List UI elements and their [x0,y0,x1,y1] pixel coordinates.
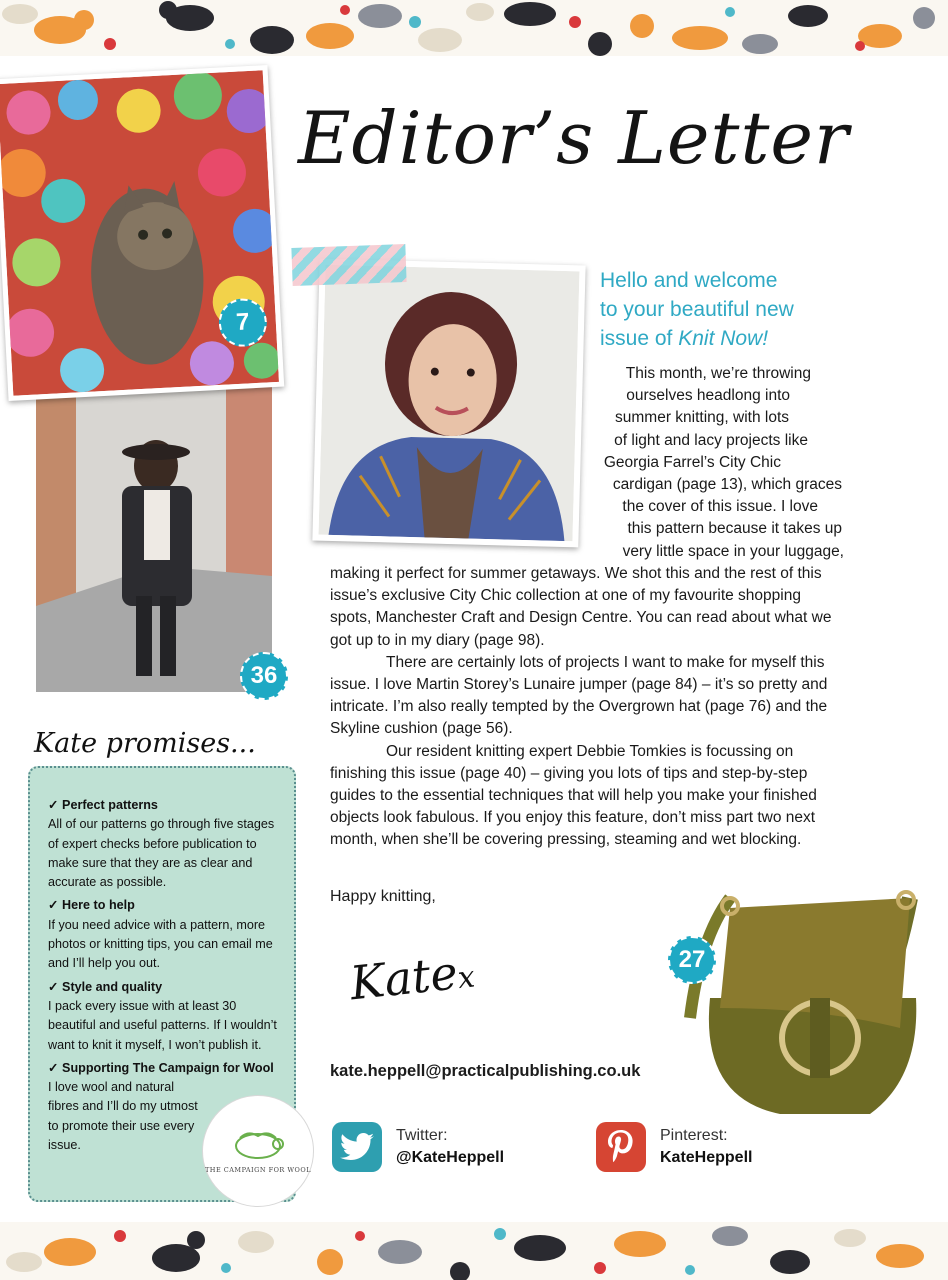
promise-heading: ✓ Style and quality [48,979,163,994]
letter-line: ourselves headlong into [626,387,790,405]
twitter-label: Twitter: [396,1127,448,1144]
magazine-name: Knit Now! [678,327,769,350]
pinterest-handle[interactable]: KateHeppell [660,1149,753,1166]
page-badge-7: 7 [218,297,268,347]
letter-line: this pattern because it takes up [627,520,842,538]
intro-line-3: issue of [600,327,679,350]
letter-paragraph-2: There are certainly lots of projects I want to make for myself this issue. I love Martin Storey’s Lunaire jumper (page 84) – it’s so pretty and intricate. I’m also really tempted by the Overgrown hat (page 76) and the Skyline cushion (page 56). [330,653,828,738]
kitten-image [0,70,279,395]
promise-text: I pack every issue with at least 30 beautiful and useful patterns. If I wouldn’t want to knit it myself, I won’t publish it. [48,998,277,1052]
cat-pattern-band-bottom [0,1222,948,1280]
letter-line: Georgia Farrel’s City Chic [603,453,781,471]
promise-item [48,896,280,973]
cardigan-street-photo [34,384,278,694]
promise-item [48,796,280,892]
letter-line: This month, we’re throwing [625,365,811,382]
twitter-handle[interactable]: @KateHeppell [396,1149,505,1166]
intro-heading [600,266,900,353]
letter-line: cardigan (page 13), which graces [612,476,842,494]
pinterest-contact[interactable] [596,1122,752,1172]
washi-tape [291,244,406,286]
page-badge-36: 36 [240,652,288,700]
pinterest-label: Pinterest: [660,1127,728,1144]
letter-paragraph-1: making it perfect for summer getaways. We shot this and the rest of this issue’s exclusive City Chic collection at one of my favourite shopping spots, Manchester Craft and Design Centre. You can read about what we got up to in my diary (page 98). [330,565,832,649]
signature-kiss: x [456,959,477,997]
cat-pattern-band-top [0,0,948,56]
cat-pattern-illustration [0,1222,948,1280]
promise-text: All of our patterns go through five stages of expert checks before publication to make sure that they are as clear and accurate as possible. [48,817,275,890]
promise-heading: ✓ Here to help [48,898,135,913]
signature-name: Kate [347,945,461,1011]
promise-heading: ✓ Supporting The Campaign for Wool [48,1060,274,1075]
campaign-for-wool-logo [203,1096,313,1206]
kitten-photo [0,65,284,401]
letter-line: the cover of this issue. I love [622,498,818,516]
intro-line-2: to your beautiful new [600,298,794,321]
letter-line: of light and lacy projects like [614,431,808,449]
page-title: Editor’s Letter [298,96,850,180]
letter-line: very little space in your luggage, [622,542,844,560]
letter-wrapped-lines [604,363,844,563]
signature [348,944,477,1011]
promise-item [48,978,280,1055]
editor-portrait [312,259,585,548]
twitter-text [396,1125,504,1169]
signoff: Happy knitting, [330,888,436,905]
promise-text: I love wool and natural fibres and I’ll do my utmost to promote their use every issue. [48,1080,198,1153]
sheep-icon [228,1128,288,1162]
pinterest-icon[interactable] [596,1122,646,1172]
twitter-contact[interactable] [332,1122,504,1172]
promises-title: Kate promises... [34,728,256,759]
twitter-icon[interactable] [332,1122,382,1172]
editor-image [319,265,580,542]
promise-item [48,1059,274,1155]
letter-body [330,563,844,852]
letter-paragraph-3: Our resident knitting expert Debbie Tomkies is focussing on finishing this issue (page 40) – giving you lots of tips and step-by-step guides to the essential techniques that will help you make your finished objects look fabulous. If you enjoy this feature, don’t miss part two next month, when she’ll be covering pressing, steaming and wet blocking. [330,742,817,849]
satchel-bag-image [660,878,932,1122]
letter-line: summer knitting, with lots [615,409,789,427]
pinterest-text [660,1125,752,1169]
cat-pattern-illustration [0,0,948,56]
editor-email-link[interactable]: kate.heppell@practicalpublishing.co.uk [330,1062,641,1080]
page-badge-27: 27 [668,936,716,984]
promise-text: If you need advice with a pattern, more photos or knitting tips, you can email me and I’ll help you out. [48,917,273,971]
intro-line-1: Hello and welcome [600,269,778,292]
wool-logo-text: THE CAMPAIGN FOR WOOL [204,1166,312,1174]
street-image [36,386,272,692]
promise-heading: ✓ Perfect patterns [48,798,158,812]
